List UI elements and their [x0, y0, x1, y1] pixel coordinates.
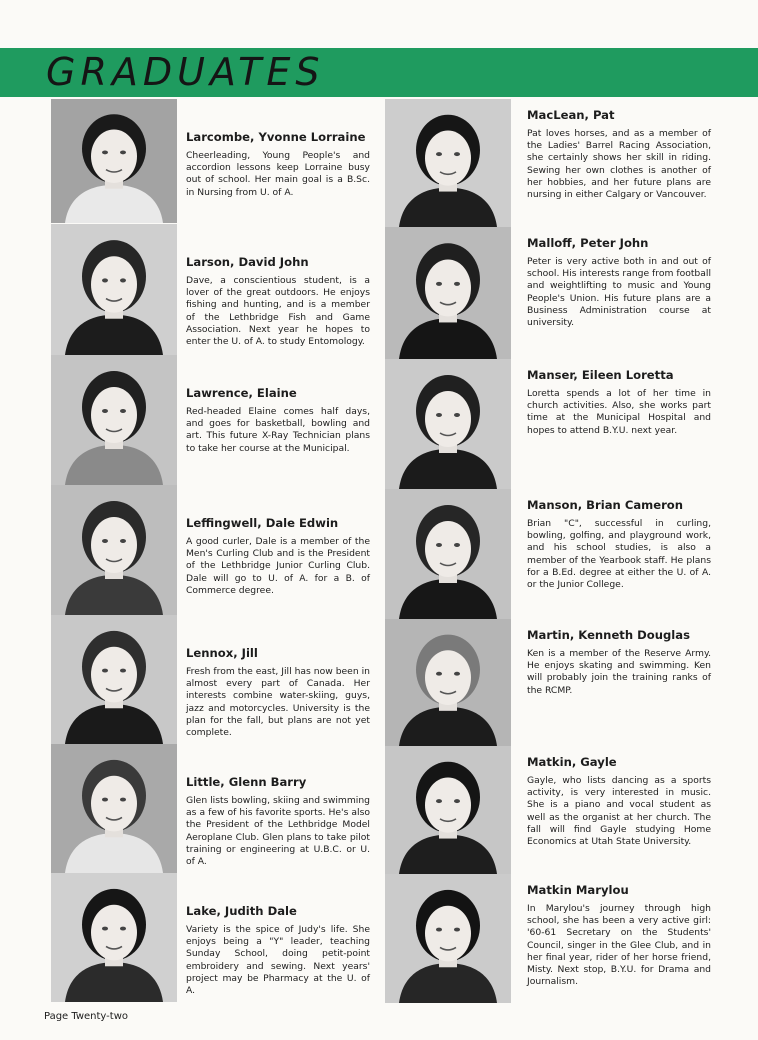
graduate-photo: [51, 355, 177, 485]
graduate-name: Malloff, Peter John: [527, 236, 649, 250]
graduate-name: Lennox, Jill: [186, 646, 258, 660]
graduate-bio: Fresh from the east, Jill has now been in almost every part of Canada. Her interests combine water-skiing, guys, jazz and motorcycles. University is the plan for the fall, but plans are not yet complete.: [186, 666, 370, 739]
graduate-bio: Glen lists bowling, skiing and swimming as a few of his favorite sports. He's also the President of the Lethbridge Model Aeroplane Club. Glen plans to take pilot training or engineering at U.B.C. or U. of A.: [186, 795, 370, 868]
graduate-bio: Brian "C", successful in curling, bowling, golfing, and playground work, and his school studies, is also a member of the Yearbook staff. He plans for a B.Ed. degree at either the U. of A. or the Junior College.: [527, 518, 711, 591]
graduate-bio: Dave, a conscientious student, is a lover of the great outdoors. He enjoys fishing and hunting, and is a member of the Lethbridge Fish and Game Association. Next year he hopes to enter the U. of A. to study Entomology.: [186, 275, 370, 348]
graduate-name: Manser, Eileen Loretta: [527, 368, 674, 382]
graduate-entry: [186, 516, 370, 597]
graduate-name: Little, Glenn Barry: [186, 775, 307, 789]
page-number: Page Twenty-two: [44, 1011, 128, 1022]
graduate-bio: In Marylou's journey through high school, she has been a very active girl: '60-61 Secretary on the Students' Council, singer in the Glee Club, and in her final year, rider of her horse friend, Misty. Next stop, B.Y.U. for Drama and Journalism.: [527, 903, 711, 988]
graduate-photo: [51, 744, 177, 873]
graduate-entry: [186, 646, 370, 739]
page-title: GRADUATES: [46, 50, 325, 94]
graduate-photo: [385, 619, 511, 746]
graduate-photo: [385, 874, 511, 1003]
graduate-entry: [186, 904, 370, 997]
graduate-entry: [186, 255, 370, 348]
graduate-photo: [51, 485, 177, 615]
graduate-name: Larson, David John: [186, 255, 309, 269]
graduate-bio: A good curler, Dale is a member of the Men's Curling Club and is the President of the Lethbridge Junior Curling Club. Dale will go to U. of A. for a B. of Commerce degree.: [186, 536, 370, 596]
graduate-entry: [186, 775, 370, 868]
graduate-entry: [527, 368, 711, 437]
graduate-bio: Gayle, who lists dancing as a sports activity, is very interested in music. She is a piano and vocal student as well as the organist at her church. The fall will find Gayle studying Home Economics at Utah State University.: [527, 775, 711, 848]
graduate-entry: [527, 498, 711, 591]
graduate-photo: [385, 99, 511, 227]
graduate-name: Lake, Judith Dale: [186, 904, 297, 918]
graduate-bio: Red-headed Elaine comes half days, and goes for basketball, bowling and art. This future X-Ray Technician plans to take her course at the Municipal.: [186, 406, 370, 454]
graduate-bio: Cheerleading, Young People's and accordion lessons keep Lorraine busy out of school. Her main goal is a B.Sc. in Nursing from U. of A.: [186, 150, 370, 198]
graduate-name: MacLean, Pat: [527, 108, 615, 122]
graduate-entry: [527, 236, 711, 329]
graduate-photo: [385, 359, 511, 489]
graduate-bio: Variety is the spice of Judy's life. She enjoys being a "Y" leader, teaching Sunday School, doing petit-point embroidery and sewing. Next years' project may be Pharmacy at the U. of A.: [186, 924, 370, 997]
graduate-bio: Loretta spends a lot of her time in church activities. Also, she works part time at the Municipal Hospital and hopes to attend B.Y.U. next year.: [527, 388, 711, 436]
graduate-name: Matkin Marylou: [527, 883, 629, 897]
graduate-entry: [527, 108, 711, 201]
graduate-entry: [186, 130, 370, 199]
graduate-name: Larcombe, Yvonne Lorraine: [186, 130, 366, 144]
graduate-bio: Pat loves horses, and as a member of the Ladies' Barrel Racing Association, she certainly shows her skill in riding. Sewing her own clothes is another of her hobbies, and her future plans are nursing in either Calgary or Vancouver.: [527, 128, 711, 201]
graduate-photo: [385, 489, 511, 619]
graduate-bio: Peter is very active both in and out of school. His interests range from football and weightlifting to music and Young People's Union. His future plans are a Business Administration course at university.: [527, 256, 712, 329]
graduate-photo: [385, 746, 511, 874]
graduate-name: Manson, Brian Cameron: [527, 498, 684, 512]
graduate-entry: [527, 755, 711, 848]
graduate-name: Lawrence, Elaine: [186, 386, 297, 400]
graduate-photo: [51, 224, 177, 355]
graduate-entry: [186, 386, 370, 455]
graduate-photo: [51, 873, 177, 1002]
graduate-entry: [527, 883, 711, 988]
graduate-entry: [527, 628, 711, 697]
graduate-name: Martin, Kenneth Douglas: [527, 628, 690, 642]
graduate-name: Leffingwell, Dale Edwin: [186, 516, 339, 530]
graduate-bio: Ken is a member of the Reserve Army. He enjoys skating and swimming. Ken will probably join the training ranks of the RCMP.: [527, 648, 711, 696]
graduate-photo: [51, 615, 177, 744]
graduate-photo: [385, 227, 511, 359]
graduate-name: Matkin, Gayle: [527, 755, 617, 769]
graduate-photo: [51, 99, 177, 223]
